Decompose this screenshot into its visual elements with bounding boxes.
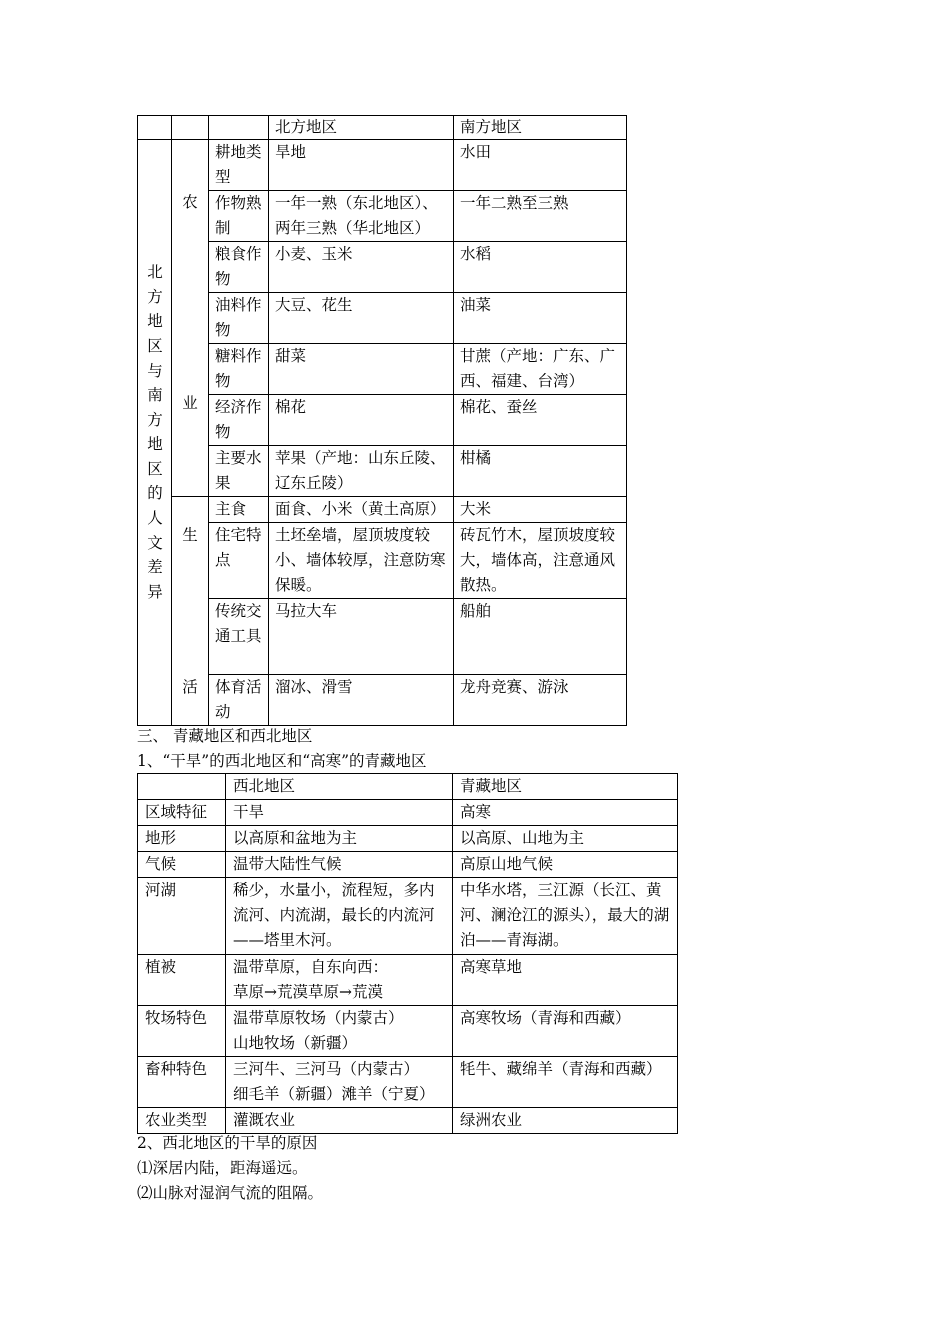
header-cell xyxy=(138,116,172,140)
row-north: 甜菜 xyxy=(269,344,454,395)
group-life-char-1: 生 xyxy=(182,526,198,544)
table-row xyxy=(138,1057,678,1108)
row-item: 植被 xyxy=(138,955,226,1006)
reason-item: ⑴深居内陆，距海遥远。 xyxy=(137,1159,308,1177)
table-header-row xyxy=(138,116,627,140)
row-south: 油菜 xyxy=(454,293,627,344)
row-qingzang: 高寒草地 xyxy=(453,955,678,1006)
row-qingzang: 绿洲农业 xyxy=(453,1108,678,1134)
row-south: 水稻 xyxy=(454,242,627,293)
row-item: 区域特征 xyxy=(138,800,226,826)
table-row xyxy=(138,293,627,344)
row-qingzang: 以高原、山地为主 xyxy=(453,826,678,852)
subsection-2-title: 2、西北地区的干旱的原因 xyxy=(137,1134,318,1152)
row-north: 土坯垒墙，屋顶坡度较小、墙体较厚，注意防寒保暖。 xyxy=(269,523,454,599)
header-cell xyxy=(138,774,226,800)
table-row xyxy=(138,852,678,878)
row-south: 柑橘 xyxy=(454,446,627,497)
table-header-row xyxy=(138,774,678,800)
row-northwest: 三河牛、三河马（内蒙古） 细毛羊（新疆）滩羊（宁夏） xyxy=(226,1057,453,1108)
row-south: 大米 xyxy=(454,497,627,523)
row-north: 大豆、花生 xyxy=(269,293,454,344)
row-south: 水田 xyxy=(454,140,627,191)
group-life-char-2: 活 xyxy=(182,678,198,696)
row-south: 棉花、蚕丝 xyxy=(454,395,627,446)
row-northwest: 温带大陆性气候 xyxy=(226,852,453,878)
table-row xyxy=(138,1006,678,1057)
row-item: 糖料作物 xyxy=(209,344,269,395)
row-item: 畜种特色 xyxy=(138,1057,226,1108)
row-south: 一年二熟至三熟 xyxy=(454,191,627,242)
row-item: 地形 xyxy=(138,826,226,852)
table-row xyxy=(138,675,627,726)
row-qingzang: 牦牛、藏绵羊（青海和西藏） xyxy=(453,1057,678,1108)
table-row xyxy=(138,826,678,852)
row-item: 农业类型 xyxy=(138,1108,226,1134)
row-item: 作物熟制 xyxy=(209,191,269,242)
row-northwest: 干旱 xyxy=(226,800,453,826)
row-south: 龙舟竞赛、游泳 xyxy=(454,675,627,726)
group-agri-cell xyxy=(172,140,209,497)
row-qingzang: 高原山地气候 xyxy=(453,852,678,878)
row-north: 小麦、玉米 xyxy=(269,242,454,293)
row-northwest: 灌溉农业 xyxy=(226,1108,453,1134)
row-qingzang: 中华水塔，三江源（长江、黄河、澜沧江的源头），最大的湖泊——青海湖。 xyxy=(453,878,678,955)
row-item: 耕地类型 xyxy=(209,140,269,191)
row-item: 经济作物 xyxy=(209,395,269,446)
row-item: 传统交通工具 xyxy=(209,599,269,675)
row-item: 主食 xyxy=(209,497,269,523)
row-qingzang: 高寒牧场（青海和西藏） xyxy=(453,1006,678,1057)
row-north: 旱地 xyxy=(269,140,454,191)
header-cell-qingzang: 青藏地区 xyxy=(453,774,678,800)
row-item: 主要水果 xyxy=(209,446,269,497)
header-cell xyxy=(172,116,209,140)
row-item: 牧场特色 xyxy=(138,1006,226,1057)
north-south-table xyxy=(137,115,627,726)
header-cell-north: 北方地区 xyxy=(269,116,454,140)
table-row xyxy=(138,599,627,675)
row-northwest: 温带草原，自东向西： 草原→荒漠草原→荒漠 xyxy=(226,955,453,1006)
table-row xyxy=(138,242,627,293)
table-row xyxy=(138,446,627,497)
subsection-1-title: 1、“干旱”的西北地区和“高寒”的青藏地区 xyxy=(137,752,427,770)
row-south: 砖瓦竹木，屋顶坡度较大，墙体高，注意通风散热。 xyxy=(454,523,627,599)
row-south: 船舶 xyxy=(454,599,627,675)
table-row xyxy=(138,344,627,395)
table-row xyxy=(138,955,678,1006)
group-agri-char-1: 农 xyxy=(182,193,198,211)
row-south: 甘蔗（产地：广东、广西、福建、台湾） xyxy=(454,344,627,395)
row-item: 住宅特点 xyxy=(209,523,269,599)
row-northwest: 温带草原牧场（内蒙古） 山地牧场（新疆） xyxy=(226,1006,453,1057)
row-item: 体育活动 xyxy=(209,675,269,726)
row-north: 面食、小米（黄土高原） xyxy=(269,497,454,523)
row-northwest: 稀少，水量小，流程短，多内流河、内流湖，最长的内流河——塔里木河。 xyxy=(226,878,453,955)
table-row xyxy=(138,140,627,191)
header-cell xyxy=(209,116,269,140)
row-item: 粮食作物 xyxy=(209,242,269,293)
row-north: 一年一熟（东北地区）、两年三熟（华北地区） xyxy=(269,191,454,242)
row-northwest: 以高原和盆地为主 xyxy=(226,826,453,852)
reason-item: ⑵山脉对湿润气流的阻隔。 xyxy=(137,1184,324,1202)
table-row xyxy=(138,800,678,826)
side-label-cell xyxy=(138,140,172,726)
section-3-title: 三、 青藏地区和西北地区 xyxy=(137,727,313,745)
table-row xyxy=(138,191,627,242)
row-north: 苹果（产地：山东丘陵、辽东丘陵） xyxy=(269,446,454,497)
row-qingzang: 高寒 xyxy=(453,800,678,826)
table-row xyxy=(138,1108,678,1134)
table-row xyxy=(138,497,627,523)
row-item: 河湖 xyxy=(138,878,226,955)
table-row xyxy=(138,523,627,599)
header-cell-northwest: 西北地区 xyxy=(226,774,453,800)
row-north: 棉花 xyxy=(269,395,454,446)
row-item: 油料作物 xyxy=(209,293,269,344)
group-agri-char-2: 业 xyxy=(182,394,198,412)
group-life-cell xyxy=(172,497,209,726)
header-cell-south: 南方地区 xyxy=(454,116,627,140)
table-row xyxy=(138,395,627,446)
row-north: 马拉大车 xyxy=(269,599,454,675)
row-north: 溜冰、滑雪 xyxy=(269,675,454,726)
side-label: 北方地区与南方地区的人文差异 xyxy=(147,263,163,601)
row-item: 气候 xyxy=(138,852,226,878)
table-row xyxy=(138,878,678,955)
northwest-qingzang-table xyxy=(137,773,678,1134)
